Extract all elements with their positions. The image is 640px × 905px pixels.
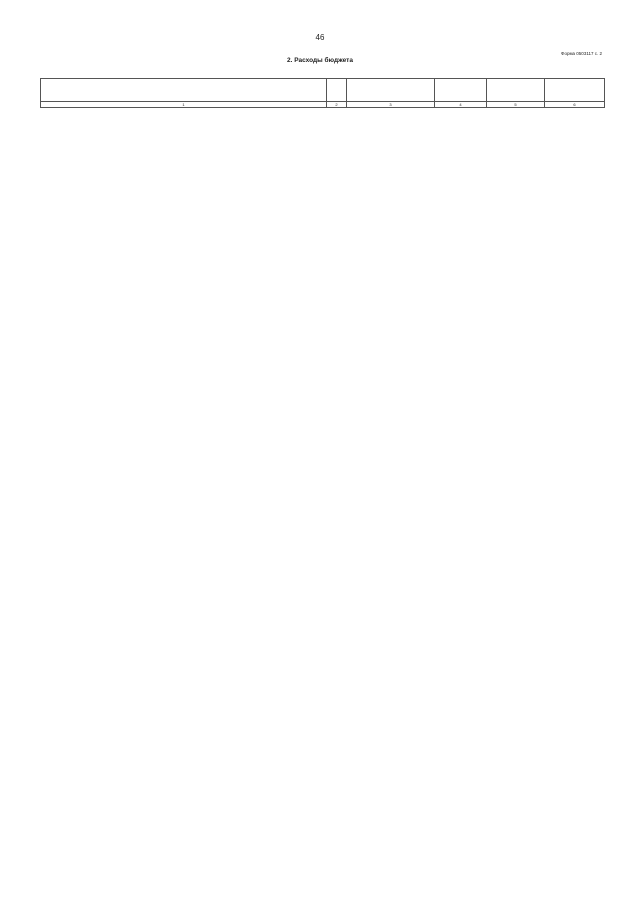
header-classification-code <box>347 79 435 102</box>
header-unexecuted <box>545 79 605 102</box>
header-approved-appropriations <box>435 79 487 102</box>
column-number: 1 <box>41 102 327 108</box>
page-number: 46 <box>315 33 325 42</box>
table-header-row <box>41 79 605 102</box>
header-indicator-name <box>41 79 327 102</box>
column-number: 6 <box>545 102 605 108</box>
column-number: 5 <box>487 102 545 108</box>
budget-expenses-table <box>40 78 605 108</box>
form-reference: Форма 0503117 с. 2 <box>561 51 602 56</box>
column-number: 4 <box>435 102 487 108</box>
header-executed <box>487 79 545 102</box>
column-number: 2 <box>327 102 347 108</box>
section-title: 2. Расходы бюджета <box>287 57 353 64</box>
column-number: 3 <box>347 102 435 108</box>
column-number-row <box>41 102 605 108</box>
header-line-code <box>327 79 347 102</box>
